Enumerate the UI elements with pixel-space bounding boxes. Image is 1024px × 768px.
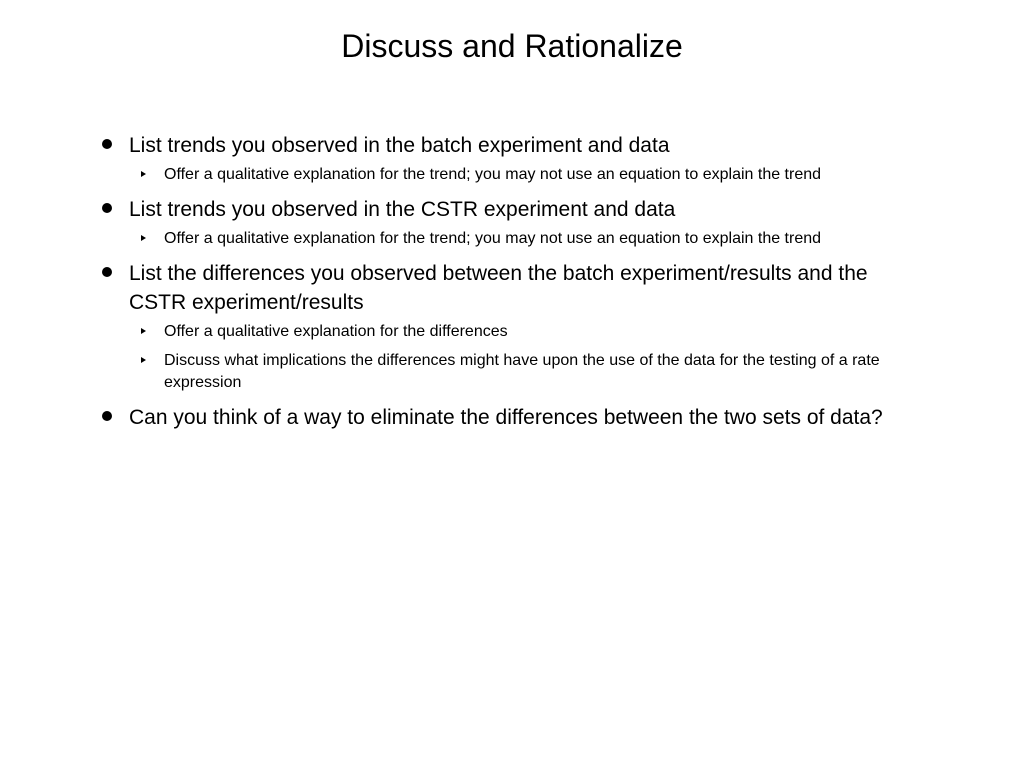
bullet-item bbox=[100, 129, 930, 186]
sub-bullet-item bbox=[129, 321, 930, 343]
bullet-item bbox=[100, 401, 930, 432]
sub-bullet-list bbox=[129, 164, 930, 186]
bullet-text: Can you think of a way to eliminate the differences between the two sets of data? bbox=[129, 406, 883, 429]
sub-bullet-text: Offer a qualitative explanation for the trend; you may not use an equation to explain the trend bbox=[164, 166, 822, 183]
sub-bullet-list bbox=[129, 228, 930, 250]
sub-bullet-item bbox=[129, 350, 930, 394]
sub-bullet-list bbox=[129, 321, 930, 394]
sub-bullet-text: Discuss what implications the differences might have upon the use of the data for the testing of a rate expression bbox=[164, 352, 880, 391]
triangle-bullet-icon bbox=[141, 235, 146, 241]
bullet-text: List trends you observed in the batch experiment and data bbox=[129, 134, 670, 157]
slide-title: Discuss and Rationalize bbox=[341, 28, 683, 64]
bullet-text: List trends you observed in the CSTR experiment and data bbox=[129, 198, 676, 221]
bullet-dot-icon bbox=[102, 267, 112, 277]
bullet-dot-icon bbox=[102, 139, 112, 149]
triangle-bullet-icon bbox=[141, 328, 146, 334]
bullet-item bbox=[100, 257, 930, 394]
bullet-dot-icon bbox=[102, 203, 112, 213]
bullet-list bbox=[100, 129, 930, 436]
bullet-dot-icon bbox=[102, 411, 112, 421]
bullet-item bbox=[100, 193, 930, 250]
triangle-bullet-icon bbox=[141, 171, 146, 177]
sub-bullet-item bbox=[129, 164, 930, 186]
triangle-bullet-icon bbox=[141, 357, 146, 363]
sub-bullet-item bbox=[129, 228, 930, 250]
bullet-text: List the differences you observed between the batch experiment/results and the CSTR experiment/results bbox=[129, 262, 868, 314]
sub-bullet-text: Offer a qualitative explanation for the differences bbox=[164, 323, 508, 340]
sub-bullet-text: Offer a qualitative explanation for the trend; you may not use an equation to explain the trend bbox=[164, 230, 822, 247]
